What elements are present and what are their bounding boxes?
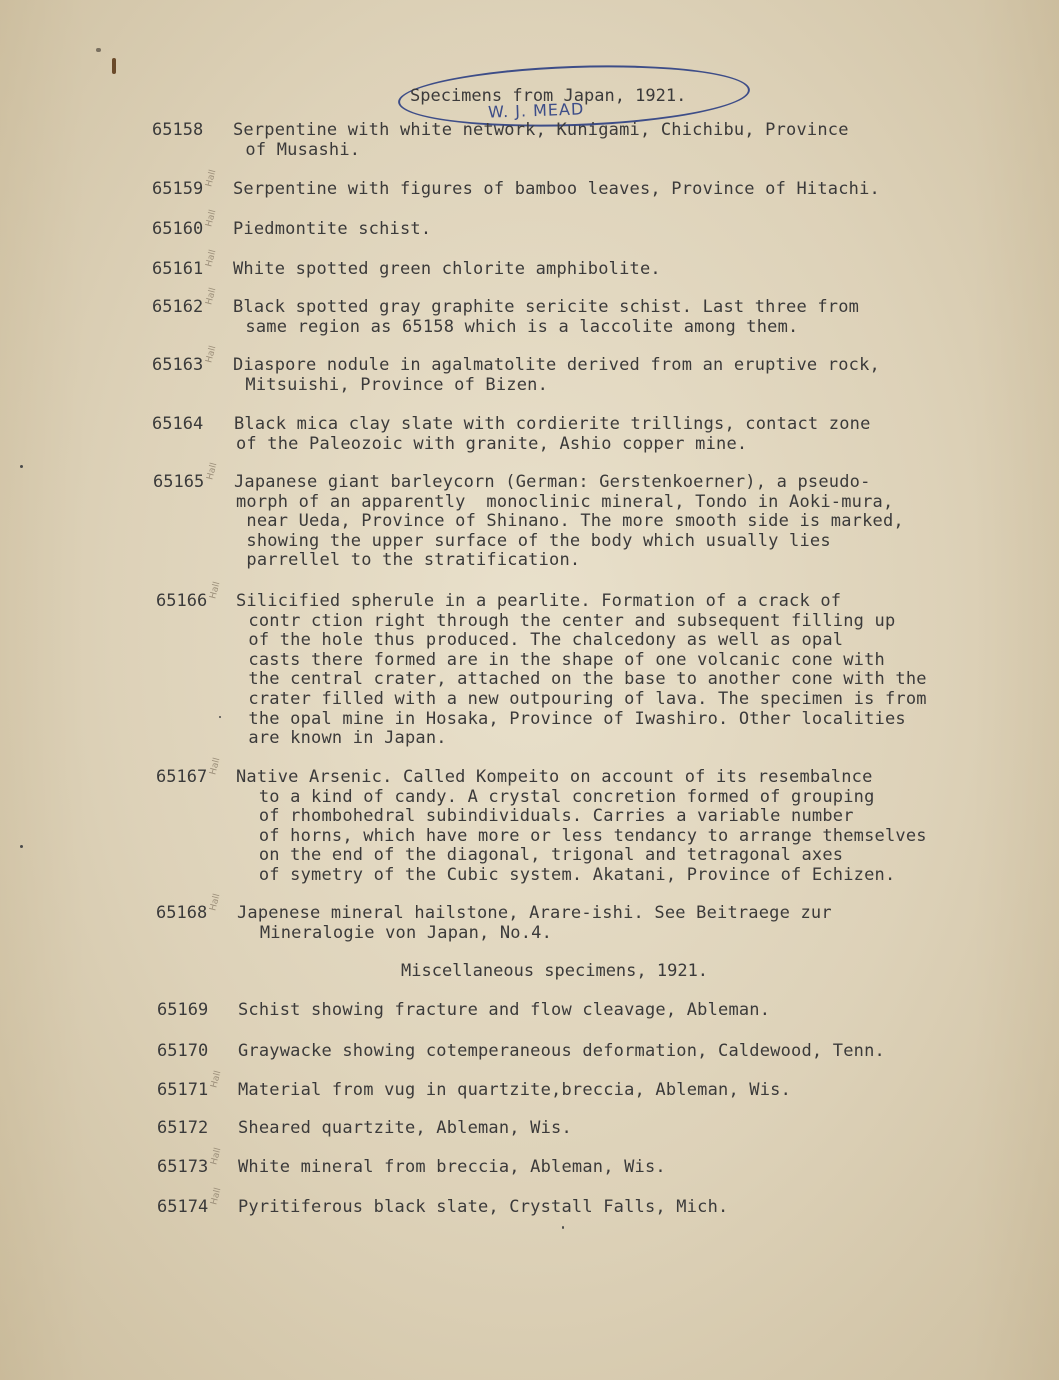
description-line: of symetry of the Cubic system. Akatani, Province of Echizen.	[238, 865, 896, 885]
description-line: Silicified spherule in a pearlite. Formation of a crack of	[236, 591, 842, 611]
description-line: Serpentine with white network, Kunigami, Chichibu, Province	[233, 120, 849, 140]
description-line: Diaspore nodule in agalmatolite derived from an eruptive rock,	[233, 355, 880, 375]
description-line: the opal mine in Hosaka, Province of Iwashiro. Other localities	[238, 708, 906, 729]
pin-mark	[112, 58, 116, 74]
specimen-number: 65169	[157, 1000, 209, 1020]
handwritten-note: Hall	[204, 286, 219, 306]
description-line: Mitsuishi, Province of Bizen.	[235, 374, 549, 395]
description-line: Schist showing fracture and flow cleavage, Ableman.	[238, 1000, 771, 1020]
description-line: Japanese giant barleycorn (German: Gerstenkoerner), a pseudo-	[234, 472, 871, 492]
description-line: Piedmontite schist.	[233, 219, 432, 239]
specimen-number: 65158	[152, 120, 204, 140]
handwritten-note: Hall	[204, 168, 219, 188]
description-line: on the end of the diagonal, trigonal and tetragonal axes	[238, 845, 844, 866]
stray-dot	[20, 465, 23, 468]
handwritten-note: Hall	[204, 344, 219, 364]
specimen-number: 65164	[152, 414, 204, 434]
description-line: crater filled with a new outpouring of lava. The specimen is from	[238, 689, 927, 709]
handwritten-note: Hall	[204, 208, 219, 228]
description-line: same region as 65158 which is a laccolite among them.	[235, 316, 799, 337]
pin-mark	[96, 48, 101, 52]
description-line: of the hole thus produced. The chalcedony as well as opal	[238, 630, 844, 651]
handwritten-note: Hall	[209, 1069, 224, 1089]
description-line: Black spotted gray graphite sericite schist. Last three from	[233, 297, 860, 317]
stray-dot	[562, 1226, 564, 1229]
handwritten-note: Hall	[208, 756, 223, 776]
handwritten-note: Hall	[204, 248, 219, 268]
specimen-number: 65159	[152, 179, 204, 199]
handwritten-note: Hall	[205, 461, 220, 481]
handwritten-note: Hall	[209, 1146, 224, 1166]
handwritten-note: Hall	[208, 580, 223, 600]
description-line: Graywacke showing cotemperaneous deformation, Caldewood, Tenn.	[238, 1041, 885, 1061]
specimen-number: 65173	[157, 1157, 209, 1177]
specimen-number: 65162	[152, 297, 204, 317]
specimen-number: 65172	[157, 1118, 209, 1138]
specimen-number: 65170	[157, 1041, 209, 1061]
specimen-number: 65171	[157, 1080, 209, 1100]
specimen-number: 65168	[156, 903, 208, 923]
description-line: Native Arsenic. Called Kompeito on account of its resembalnce	[236, 767, 873, 787]
description-line: of the Paleozoic with granite, Ashio copper mine.	[236, 433, 748, 454]
specimen-number: 65161	[152, 259, 204, 279]
page-title: Specimens from Japan, 1921.	[410, 86, 687, 106]
specimen-number: 65160	[152, 219, 204, 239]
handwritten-note: Hall	[209, 1186, 224, 1206]
description-line: near Ueda, Province of Shinano. The more smooth side is marked,	[236, 511, 904, 532]
description-line: White spotted green chlorite amphibolite.	[233, 259, 661, 279]
description-line: White mineral from breccia, Ableman, Wis.	[238, 1157, 666, 1177]
stray-dot	[219, 716, 221, 718]
description-line: of rhombohedral subindividuals. Carries a variable number	[238, 806, 854, 827]
specimen-number: 65163	[152, 355, 204, 375]
description-line: parrellel to the stratification.	[236, 550, 581, 571]
description-line: Serpentine with figures of bamboo leaves, Province of Hitachi.	[233, 179, 880, 199]
specimen-number: 65165	[153, 472, 205, 492]
description-line: of horns, which have more or less tendancy to arrange themselves	[238, 825, 927, 846]
section-heading: Miscellaneous specimens, 1921.	[401, 961, 709, 981]
specimen-number: 65174	[157, 1197, 209, 1217]
description-line: casts there formed are in the shape of one volcanic cone with	[238, 649, 885, 670]
description-line: showing the upper surface of the body which usually lies	[236, 530, 831, 551]
specimen-number: 65167	[156, 767, 208, 787]
description-line: the central crater, attached on the base to another cone with the	[238, 669, 927, 690]
handwritten-note: Hall	[208, 892, 223, 912]
description-line: of Musashi.	[235, 139, 361, 160]
description-line: Sheared quartzite, Ableman, Wis.	[238, 1118, 572, 1138]
description-line: contr ction right through the center and subsequent filling up	[238, 610, 896, 631]
specimen-number: 65166	[156, 591, 208, 611]
handwritten-author: W. J. MEAD	[487, 99, 585, 122]
description-line: Material from vug in quartzite,breccia, Ableman, Wis.	[238, 1080, 792, 1100]
description-line: Black mica clay slate with cordierite trillings, contact zone	[234, 414, 871, 434]
description-line: morph of an apparently monoclinic mineral, Tondo in Aoki-mura,	[236, 491, 894, 512]
description-line: Japenese mineral hailstone, Arare-ishi. See Beitraege zur	[237, 903, 832, 923]
description-line: are known in Japan.	[238, 728, 447, 749]
description-line: to a kind of candy. A crystal concretion formed of grouping	[238, 786, 875, 807]
stray-dot	[20, 845, 23, 848]
description-line: Pyritiferous black slate, Crystall Falls, Mich.	[238, 1197, 729, 1217]
description-line: Mineralogie von Japan, No.4.	[239, 922, 553, 943]
